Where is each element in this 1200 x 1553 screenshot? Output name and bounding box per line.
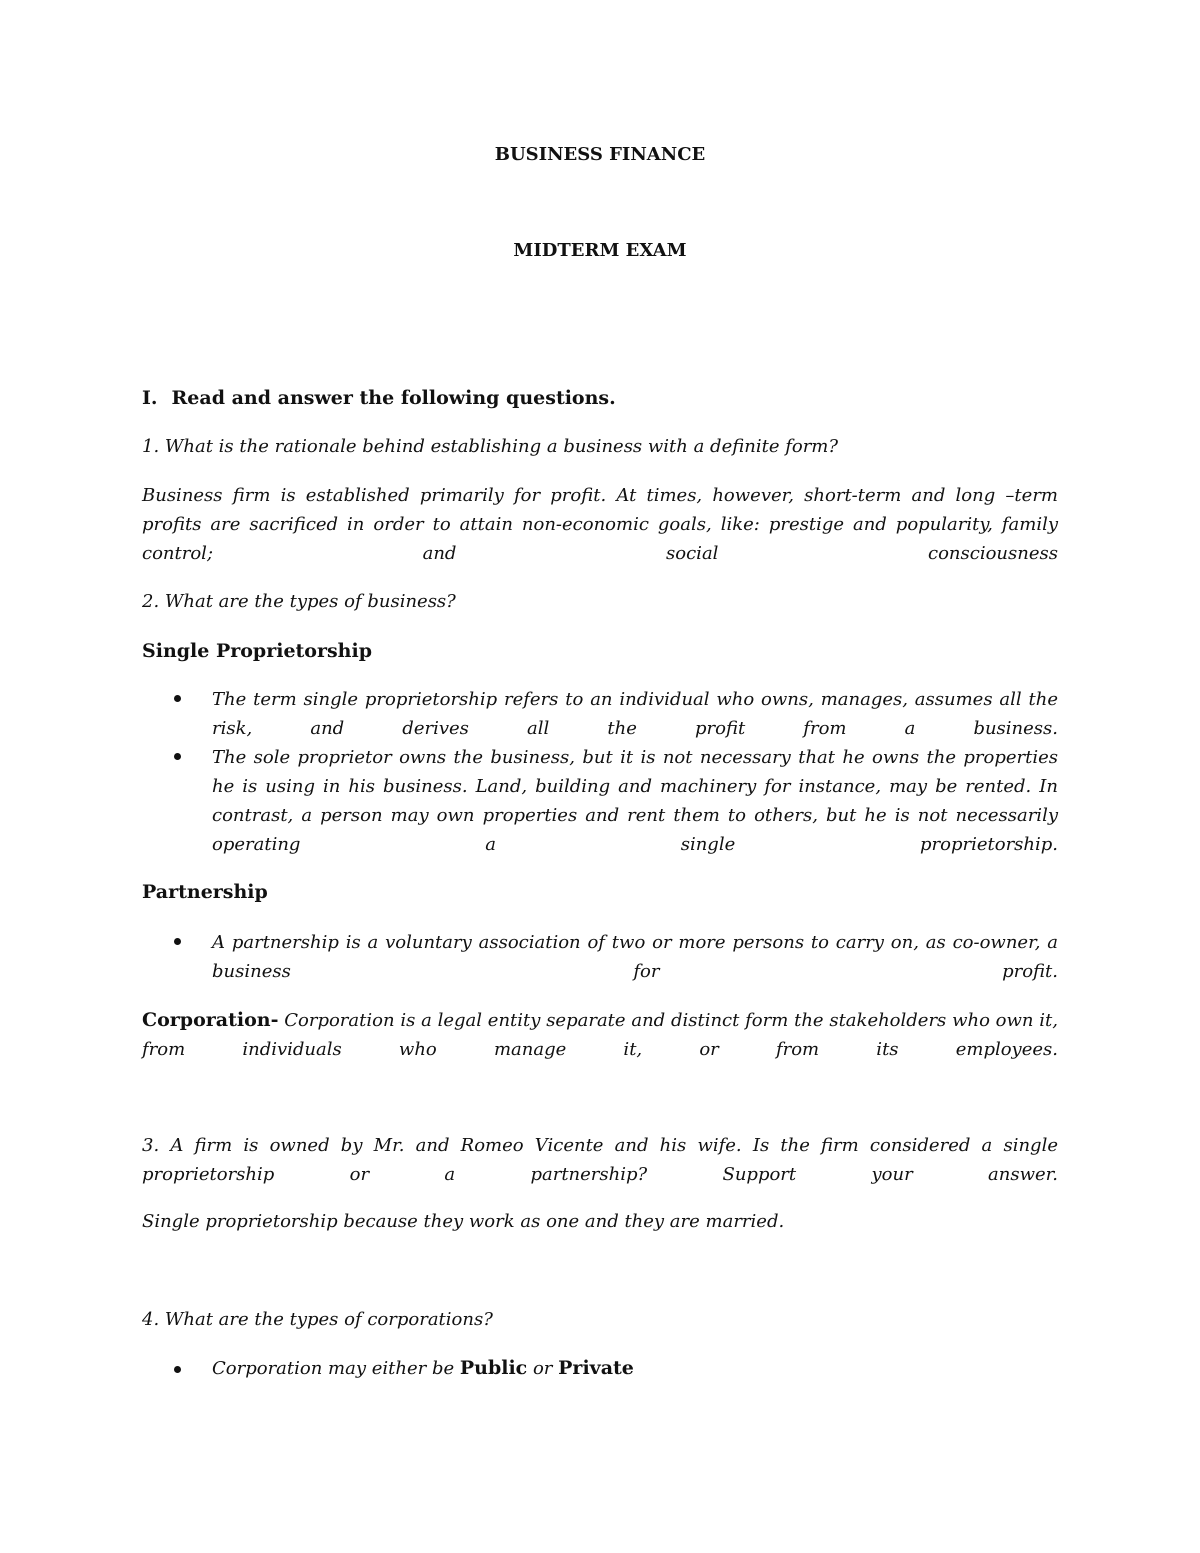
bullet-icon [174, 938, 181, 945]
private-term: Private [558, 1357, 634, 1379]
course-title: BUSINESS FINANCE [494, 144, 706, 165]
section-heading [142, 387, 616, 409]
corporation-types-prefix: Corporation may either be [212, 1358, 460, 1379]
corporation-paragraph [142, 1006, 1058, 1093]
section-number: I. [142, 387, 158, 409]
corporation-text: Corporation is a legal entity separate and distinct form the stakeholders who own it, from individuals who manage it, or from its employees. [142, 1010, 1058, 1060]
partnership-heading: Partnership [142, 881, 268, 903]
question-4: 4. What are the types of corporations? [142, 1309, 493, 1330]
single-proprietorship-heading: Single Proprietorship [142, 640, 373, 662]
bullet-icon [174, 1366, 181, 1373]
single-proprietorship-bullet-2: The sole proprietor owns the business, but it is not necessary that he owns the properties he is using in his business. Land, building and machinery for instance, may be rented. In contrast, a person may own properties and rent them to others, but he is not necessarily operating a single proprietorship. [212, 747, 1058, 855]
bullet-icon [174, 695, 181, 702]
section-heading-text: Read and answer the following questions. [171, 387, 616, 409]
answer-3: Single proprietorship because they work as one and they are married. [142, 1211, 785, 1232]
public-term: Public [459, 1357, 528, 1379]
corporation-types-bullet [212, 1357, 634, 1379]
question-1: 1. What is the rationale behind establishing a business with a definite form? [142, 436, 839, 457]
bullet-icon [174, 753, 181, 760]
corporation-types-mid: or [527, 1358, 559, 1379]
exam-title: MIDTERM EXAM [513, 240, 687, 261]
answer-1: Business firm is established primarily for profit. At times, however, short-term and long –term profits are sacrificed in order to attain non-economic goals, like: prestige and popularity, family control; and social consciousness [142, 485, 1058, 564]
corporation-heading: Corporation- [142, 1009, 279, 1031]
question-3: 3. A firm is owned by Mr. and Romeo Vicente and his wife. Is the firm considered a single proprietorship or a partnership? Support your answer. [142, 1135, 1058, 1185]
single-proprietorship-bullet-1: The term single proprietorship refers to an individual who owns, manages, assumes all the risk, and derives all the profit from a business. [212, 689, 1058, 739]
partnership-bullet-1: A partnership is a voluntary association of two or more persons to carry on, as co-owner, a business for profit. [212, 932, 1058, 982]
question-2: 2. What are the types of business? [142, 591, 456, 612]
